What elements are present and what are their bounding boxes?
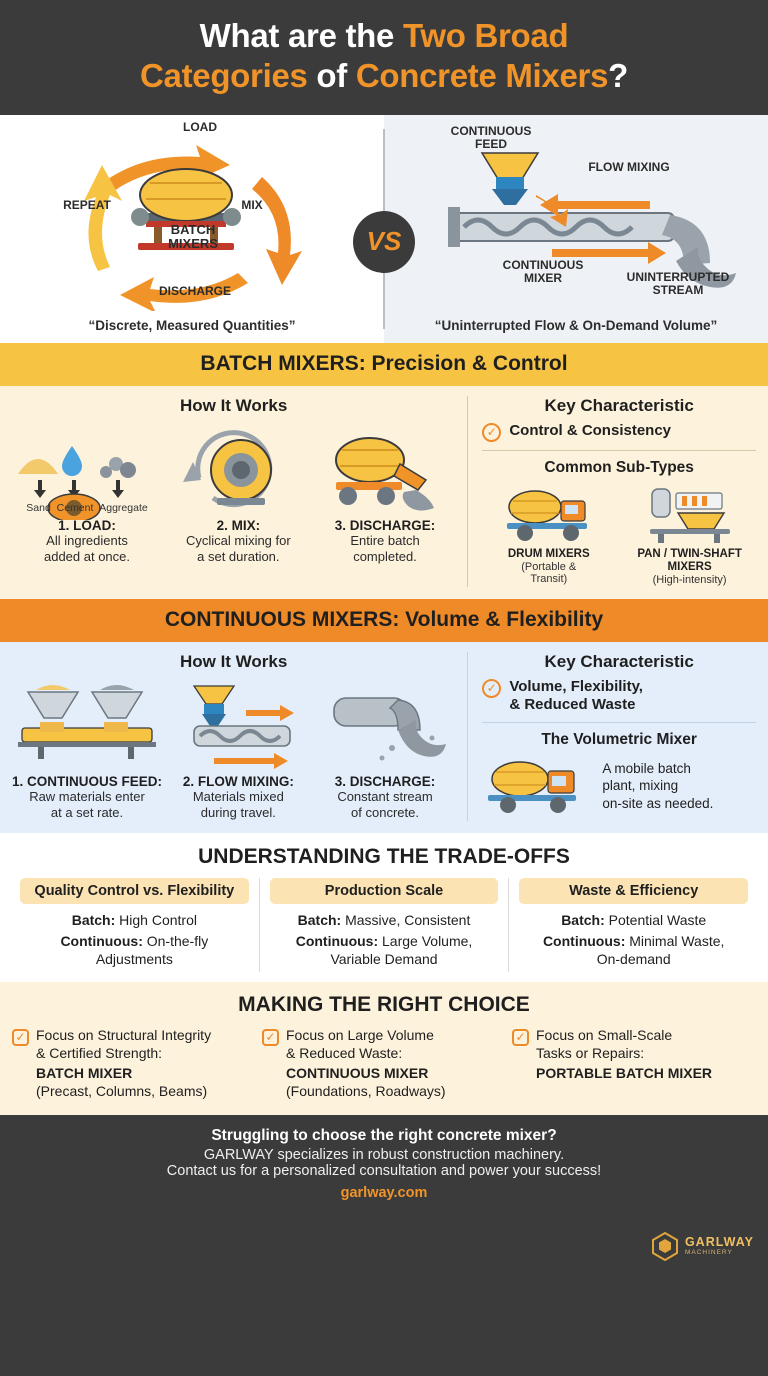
continuous-how-title: How It Works [179,651,288,671]
title-part-2: Two Broad [402,17,569,54]
vs-left-panel [0,115,384,343]
right-choice-title: MAKING THE RIGHT CHOICE [238,992,530,1016]
batch-step-2-art [168,422,309,514]
continuous-step-3-art [315,678,456,770]
title-part-4: of [307,57,356,95]
garlway-logo [651,1231,754,1261]
title-part-3: Categories [140,57,308,95]
vs-right-panel [384,115,768,343]
footer [0,1115,768,1376]
label-flow-mixing: FLOW MIXING [588,159,670,174]
batch-title-line1: BATCH [170,221,216,237]
tradeoffs-title: UNDERSTANDING THE TRADE-OFFS [198,845,570,869]
continuous-step-2-art [168,678,309,770]
batch-caption: “Discrete, Measured Quantities” [88,317,296,333]
tradeoff-column-1 [10,878,259,972]
tradeoff-3-row-2: Continuous: Minimal Waste, On-demand [542,933,725,968]
batch-how-title: How It Works [179,395,288,415]
check-icon: ✓ [482,423,501,442]
batch-section-banner [0,343,768,386]
cmixer-line1: CONTINUOUS [502,257,584,272]
choice-3-text: Focus on Small-Scale Tasks or Repairs: PORTABLE BATCH MIXER [536,1026,713,1082]
batch-mixers-title [138,223,248,253]
batch-step-1-title: 1. LOAD: [58,517,116,533]
auger-flow-icon [168,678,308,770]
batch-banner-label: BATCH MIXERS: Precision & Control [200,351,568,375]
tradeoff-2-heading: Production Scale [270,878,499,904]
tradeoff-2-row-2: Continuous: Large Volume, Variable Demand [295,933,473,968]
footer-line-1: Struggling to choose the right concrete mixer? [211,1127,557,1145]
tradeoff-column-2 [259,878,509,972]
divider [482,722,756,723]
cmixer-line2: MIXER [523,271,562,286]
batch-step-2 [168,422,309,566]
tradeoff-1-heading: Quality Control vs. Flexibility [20,878,249,904]
continuous-key-characteristic-panel [467,652,756,822]
batch-step-3-art [315,422,456,514]
choice-item-2 [262,1027,506,1102]
batch-step-2-title: 2. MIX: [216,517,261,533]
subtype-2-name: PAN / TWIN-SHAFT MIXERS [637,547,742,573]
feed-line1: CONTINUOUS [450,123,532,138]
label-load: LOAD [183,119,217,134]
label-mix: MIX [241,197,263,212]
batch-step-3 [315,422,456,566]
footer-line-2: GARLWAY specializes in robust construction machinery. [203,1147,565,1164]
title-part-1: What are the [199,17,403,54]
mix-drum-icon [183,422,293,514]
tradeoff-2-row-1: Batch: Massive, Consistent [297,912,471,929]
batch-section [0,386,768,599]
batch-step-2-desc: Cyclical mixing for a set duration. [185,532,291,564]
continuous-how-it-works [12,652,467,822]
vs-badge: VS [353,211,415,273]
checkbox-icon: ✓ [262,1029,279,1046]
label-continuous-feed [426,125,556,153]
choice-2-text: Focus on Large Volume & Reduced Waste: CONTINUOUS MIXER (Foundations, Roadways) [286,1026,446,1100]
stream-line1: UNINTERRUPTED [626,269,730,284]
subtype-2-note: (High-intensity) [652,573,727,586]
stream-line2: STREAM [652,283,704,298]
batch-key-characteristic-panel [467,396,756,587]
batch-subtypes-title: Common Sub-Types [544,458,694,476]
label-discharge: DISCHARGE [158,283,231,298]
batch-step-1 [12,428,162,566]
footer-website-link[interactable]: garlway.com [340,1185,428,1202]
batch-cycle-illustration [10,121,350,311]
drum-mixer-truck-icon [482,481,615,545]
ingredient-cement: Cement [56,501,94,514]
feed-hoppers-icon [12,678,162,770]
tradeoff-1-row-1: Batch: High Control [71,912,197,929]
vs-comparison-band [0,115,768,343]
tradeoffs-section [0,833,768,982]
logo-subtitle: MACHINERY [684,1249,733,1257]
hexagon-logo-icon [651,1231,679,1261]
discharge-mixer-icon [320,422,450,514]
right-choice-section [0,982,768,1116]
ingredient-aggregate: Aggregate [99,501,148,514]
feed-line2: FEED [474,137,507,152]
continuous-step-1-art [12,678,162,770]
continuous-step-1 [12,678,162,822]
continuous-step-1-desc: Raw materials enter at a set rate. [29,788,145,820]
title-part-6: ? [608,57,628,95]
subtype-1-note: (Portable & Transit) [521,560,577,586]
discharge-pipe-icon [320,678,450,770]
logo-name: GARLWAY [684,1235,754,1250]
batch-step-3-title: 3. DISCHARGE: [334,517,436,533]
continuous-banner-label: CONTINUOUS MIXERS: Volume & Flexibility [164,607,604,631]
label-uninterrupted-stream [608,271,748,299]
page-title [18,16,750,97]
batch-key-value: Control & Consistency [509,421,672,439]
label-repeat: REPEAT [63,197,111,212]
tradeoff-column-3 [508,878,758,972]
checkbox-icon: ✓ [512,1029,529,1046]
continuous-step-1-title: 1. CONTINUOUS FEED: [12,773,163,789]
tradeoff-3-row-1: Batch: Potential Waste [561,912,707,929]
batch-title-line2: MIXERS [168,236,218,252]
batch-key-title: Key Characteristic [544,395,694,415]
footer-line-3: Contact us for a personalized consultation and power your success! [166,1163,602,1180]
check-icon: ✓ [482,679,501,698]
volumetric-mixer-icon [482,753,592,820]
subtype-drum-mixers [482,481,615,587]
continuous-section [0,642,768,834]
continuous-step-3 [315,678,456,822]
title-part-5: Concrete Mixers [355,57,609,95]
continuous-section-banner [0,599,768,642]
continuous-caption: “Uninterrupted Flow & On-Demand Volume” [434,317,718,333]
choice-item-1 [12,1027,256,1102]
continuous-step-2 [168,678,309,822]
continuous-step-3-title: 3. DISCHARGE: [334,773,436,789]
header [0,0,768,115]
choice-item-3 [512,1027,756,1102]
batch-how-it-works [12,396,467,587]
pan-mixer-icon [623,481,756,545]
continuous-key-value: Volume, Flexibility, & Reduced Waste [509,677,643,713]
continuous-key-title: Key Characteristic [544,651,694,671]
choice-1-text: Focus on Structural Integrity & Certified Strength: BATCH MIXER (Precast, Columns, Beams) [36,1026,212,1100]
batch-step-1-desc: All ingredients added at once. [43,532,131,564]
subtype-pan-twin-shaft-mixers [623,481,756,587]
tradeoff-3-heading: Waste & Efficiency [519,878,748,904]
divider [482,450,756,451]
volumetric-mixer-desc: A mobile batch plant, mixing on-site as needed. [602,760,714,811]
ingredient-sand: Sand [26,501,51,514]
continuous-step-2-title: 2. FLOW MIXING: [182,773,294,789]
label-continuous-mixer [478,259,608,287]
batch-step-3-desc: Entire batch completed. [350,532,420,564]
continuous-step-3-desc: Constant stream of concrete. [337,788,433,820]
continuous-step-2-desc: Materials mixed during travel. [192,788,284,820]
checkbox-icon: ✓ [12,1029,29,1046]
volumetric-mixer-title: The Volumetric Mixer [541,730,697,748]
tradeoff-1-row-2: Continuous: On-the-fly Adjustments [60,933,209,968]
subtype-1-name: DRUM MIXERS [507,547,590,560]
